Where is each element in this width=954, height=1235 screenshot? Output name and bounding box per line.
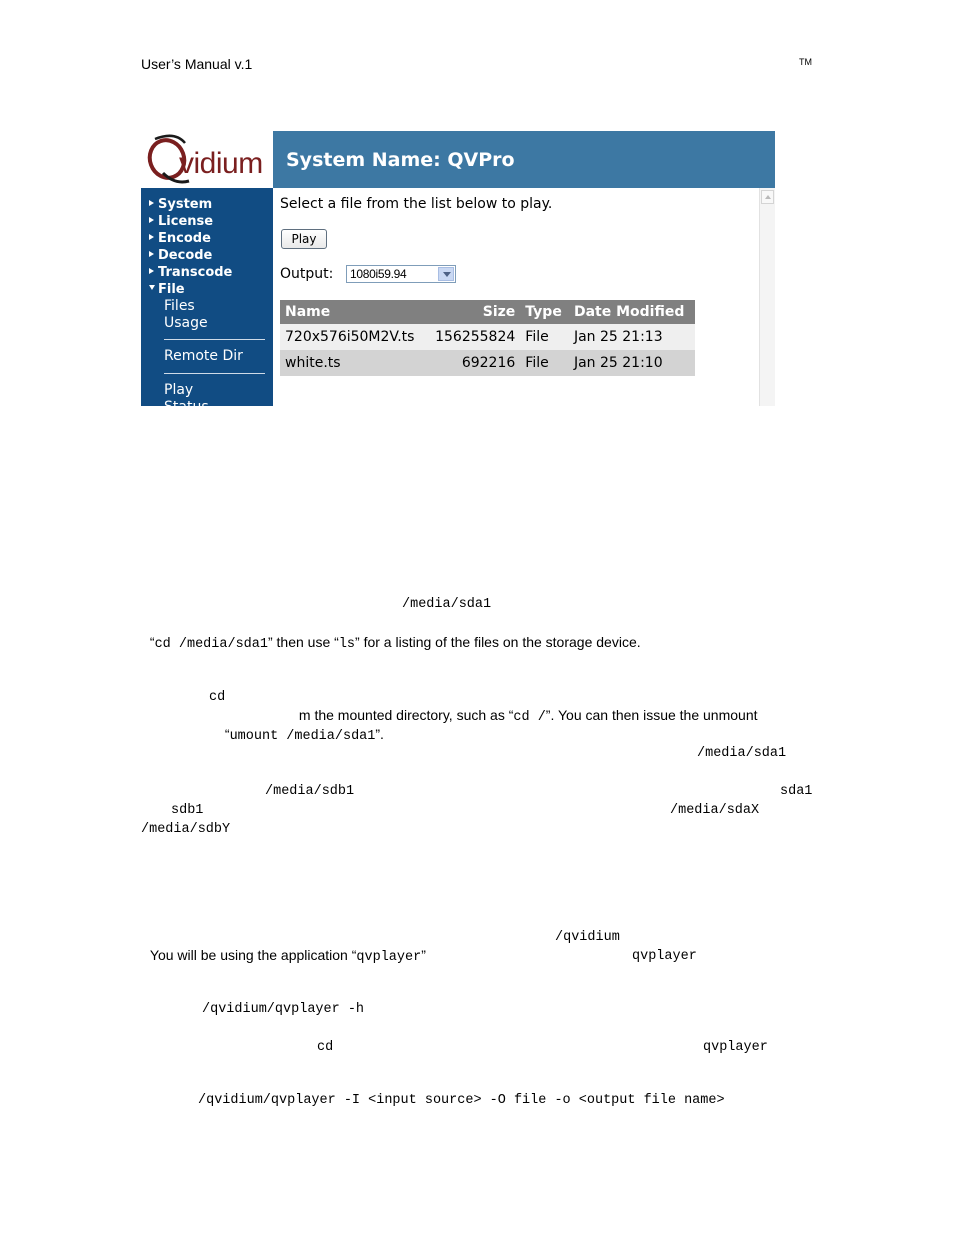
table-row[interactable] (280, 350, 695, 376)
header-title: User’s Manual v.1 (141, 56, 253, 72)
cell-size: 692216 (426, 350, 520, 376)
device-sda1: sda1 (780, 784, 813, 799)
paragraph-unmount: m the mounted directory, such as “cd /”. You can then issue the unmount (298, 707, 758, 725)
nav-sub-files[interactable]: Files (164, 298, 195, 314)
triangle-right-icon (149, 217, 154, 223)
triangle-right-icon (149, 200, 154, 206)
path-media-sdb1: /media/sdb1 (265, 784, 355, 799)
path-media-sdax: /media/sdaX (670, 803, 760, 818)
output-select-value: 1080i59.94 (350, 267, 407, 281)
code-cd: cd (317, 1040, 334, 1055)
nav-sub-usage[interactable]: Usage (164, 315, 208, 331)
logo-wordmark: vidium (179, 147, 263, 180)
instruction-text: Select a file from the list below to play. (280, 196, 553, 212)
nav-divider (164, 339, 265, 340)
column-header-name[interactable]: Name (280, 300, 426, 324)
cell-date: Jan 25 21:13 (569, 324, 695, 350)
cell-name[interactable]: 720x576i50M2V.ts (280, 324, 426, 350)
nav-sub-status[interactable]: Status (164, 399, 209, 415)
paragraph-qvplayer: You will be using the application “qvplayer” (149, 947, 426, 965)
table-header-row (280, 300, 695, 324)
column-header-type[interactable]: Type (520, 300, 569, 324)
nav-item-decode[interactable]: Decode (149, 248, 212, 263)
cell-name[interactable]: white.ts (280, 350, 426, 376)
nav-item-system[interactable]: System (149, 197, 212, 212)
triangle-right-icon (149, 268, 154, 274)
code-umount: umount /media/sda1 (229, 729, 376, 744)
device-sdb1: sdb1 (171, 803, 204, 818)
code-cd-media: cd /media/sda1 (154, 637, 268, 652)
nav-sub-remote-dir[interactable]: Remote Dir (164, 348, 243, 364)
cell-type: File (520, 324, 569, 350)
cell-date: Jan 25 21:10 (569, 350, 695, 376)
qvidium-logo (141, 131, 273, 188)
sidebar-nav (141, 188, 273, 415)
code-qvplayer: qvplayer (632, 949, 697, 964)
column-header-date-modified[interactable]: Date Modified (569, 300, 695, 324)
trademark-mark: TM (799, 57, 812, 67)
nav-sub-play[interactable]: Play (164, 382, 194, 398)
code-qvplayer: qvplayer (356, 950, 422, 965)
code-cd-root: cd / (513, 710, 546, 725)
nav-item-transcode[interactable]: Transcode (149, 265, 232, 280)
paragraph-listing: “cd /media/sda1” then use “ls” for a listing of the files on the storage device. (149, 634, 641, 652)
command-record: /qvidium/qvplayer -I <input source> -O file -o <output file name> (198, 1093, 725, 1108)
play-button[interactable]: Play (281, 229, 327, 249)
nav-item-encode[interactable]: Encode (149, 231, 211, 246)
triangle-down-icon (149, 285, 155, 290)
nav-divider (164, 373, 265, 374)
code-cd: cd (209, 690, 226, 705)
path-media-sda1: /media/sda1 (697, 746, 787, 761)
cell-size: 156255824 (426, 324, 520, 350)
cell-type: File (520, 350, 569, 376)
scrollbar[interactable] (759, 188, 775, 406)
command-help: /qvidium/qvplayer -h (202, 1002, 365, 1017)
path-qvidium: /qvidium (555, 930, 620, 945)
content-panel (273, 188, 759, 406)
output-label: Output: (280, 266, 334, 282)
paragraph-umount-command: “umount /media/sda1”. (224, 726, 384, 744)
code-ls: ls (338, 637, 356, 652)
nav-item-license[interactable]: License (149, 214, 213, 229)
triangle-right-icon (149, 234, 154, 240)
path-media-sdby: /media/sdbY (141, 822, 231, 837)
output-select[interactable] (346, 265, 456, 283)
web-ui-screenshot (141, 131, 775, 415)
table-row[interactable] (280, 324, 695, 350)
chevron-down-icon[interactable] (438, 267, 454, 281)
triangle-right-icon (149, 251, 154, 257)
path-media-sda1: /media/sda1 (402, 597, 492, 612)
scroll-up-arrow-icon[interactable] (761, 190, 774, 204)
code-qvplayer: qvplayer (703, 1040, 768, 1055)
column-header-size[interactable]: Size (426, 300, 520, 324)
system-banner (273, 131, 775, 188)
nav-item-file[interactable]: File (149, 282, 185, 297)
file-table (280, 300, 695, 376)
system-name-title: System Name: QVPro (286, 149, 515, 171)
